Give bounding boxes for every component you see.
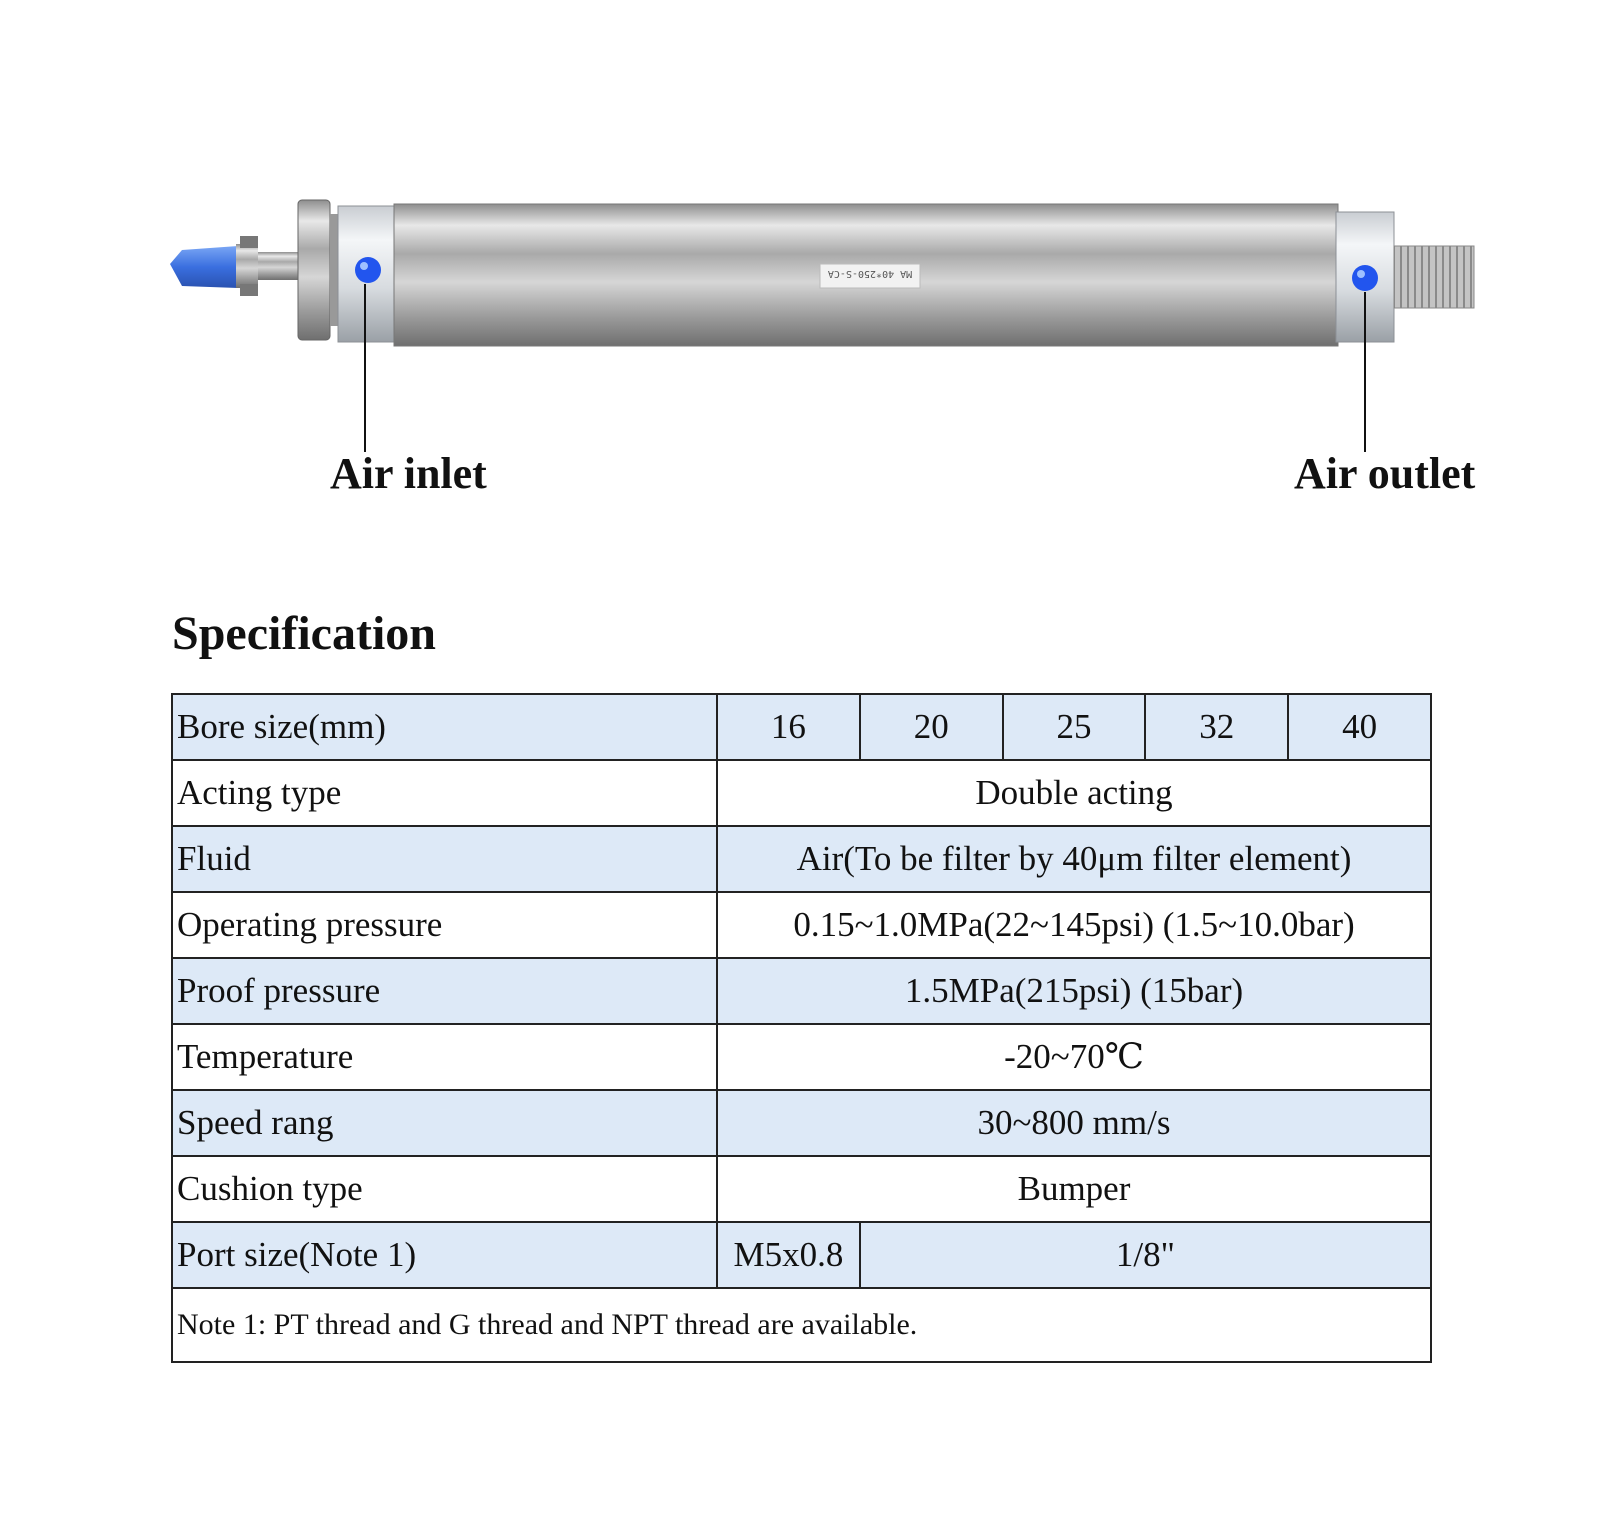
row-value: Bumper — [717, 1156, 1431, 1222]
row-value: -20~70℃ — [717, 1024, 1431, 1090]
rear-thread — [1394, 246, 1474, 308]
row-label: Speed rang — [172, 1090, 717, 1156]
rod-cap-icon — [170, 236, 258, 296]
table-row — [172, 760, 1431, 826]
row-label: Proof pressure — [172, 958, 717, 1024]
table-row — [172, 1024, 1431, 1090]
bore-cell: 16 — [717, 694, 860, 760]
table-row — [172, 892, 1431, 958]
table-row — [172, 1288, 1431, 1362]
outlet-port-icon — [1352, 265, 1378, 291]
svg-text:MA 40*250-S-CA: MA 40*250-S-CA — [827, 268, 913, 279]
row-label: Bore size(mm) — [172, 694, 717, 760]
cylinder-photo — [0, 0, 1600, 520]
row-value: Double acting — [717, 760, 1431, 826]
table-row — [172, 1156, 1431, 1222]
bore-cell: 32 — [1145, 694, 1288, 760]
table-row — [172, 826, 1431, 892]
barrel-marking — [820, 264, 920, 288]
row-value: 30~800 mm/s — [717, 1090, 1431, 1156]
rod-nut — [258, 200, 340, 340]
spec-table — [171, 693, 1432, 1363]
port-small: M5x0.8 — [717, 1222, 860, 1288]
inlet-port-icon — [355, 257, 381, 283]
row-label: Operating pressure — [172, 892, 717, 958]
row-value: 0.15~1.0MPa(22~145psi) (1.5~10.0bar) — [717, 892, 1431, 958]
table-row — [172, 958, 1431, 1024]
table-row — [172, 694, 1431, 760]
row-label: Fluid — [172, 826, 717, 892]
air-outlet-label: Air outlet — [1294, 449, 1476, 498]
port-large: 1/8" — [860, 1222, 1431, 1288]
row-value: 1.5MPa(215psi) (15bar) — [717, 958, 1431, 1024]
row-value: Air(To be filter by 40μm filter element) — [717, 826, 1431, 892]
row-label: Temperature — [172, 1024, 717, 1090]
row-label: Port size(Note 1) — [172, 1222, 717, 1288]
row-label: Acting type — [172, 760, 717, 826]
table-note: Note 1: PT thread and G thread and NPT thread are available. — [172, 1288, 1431, 1362]
row-label: Cushion type — [172, 1156, 717, 1222]
section-title: Specification — [172, 607, 436, 660]
table-row — [172, 1090, 1431, 1156]
bore-cell: 25 — [1003, 694, 1146, 760]
bore-cell: 20 — [860, 694, 1003, 760]
table-row — [172, 1222, 1431, 1288]
bore-cell: 40 — [1288, 694, 1431, 760]
air-inlet-label: Air inlet — [330, 449, 487, 498]
